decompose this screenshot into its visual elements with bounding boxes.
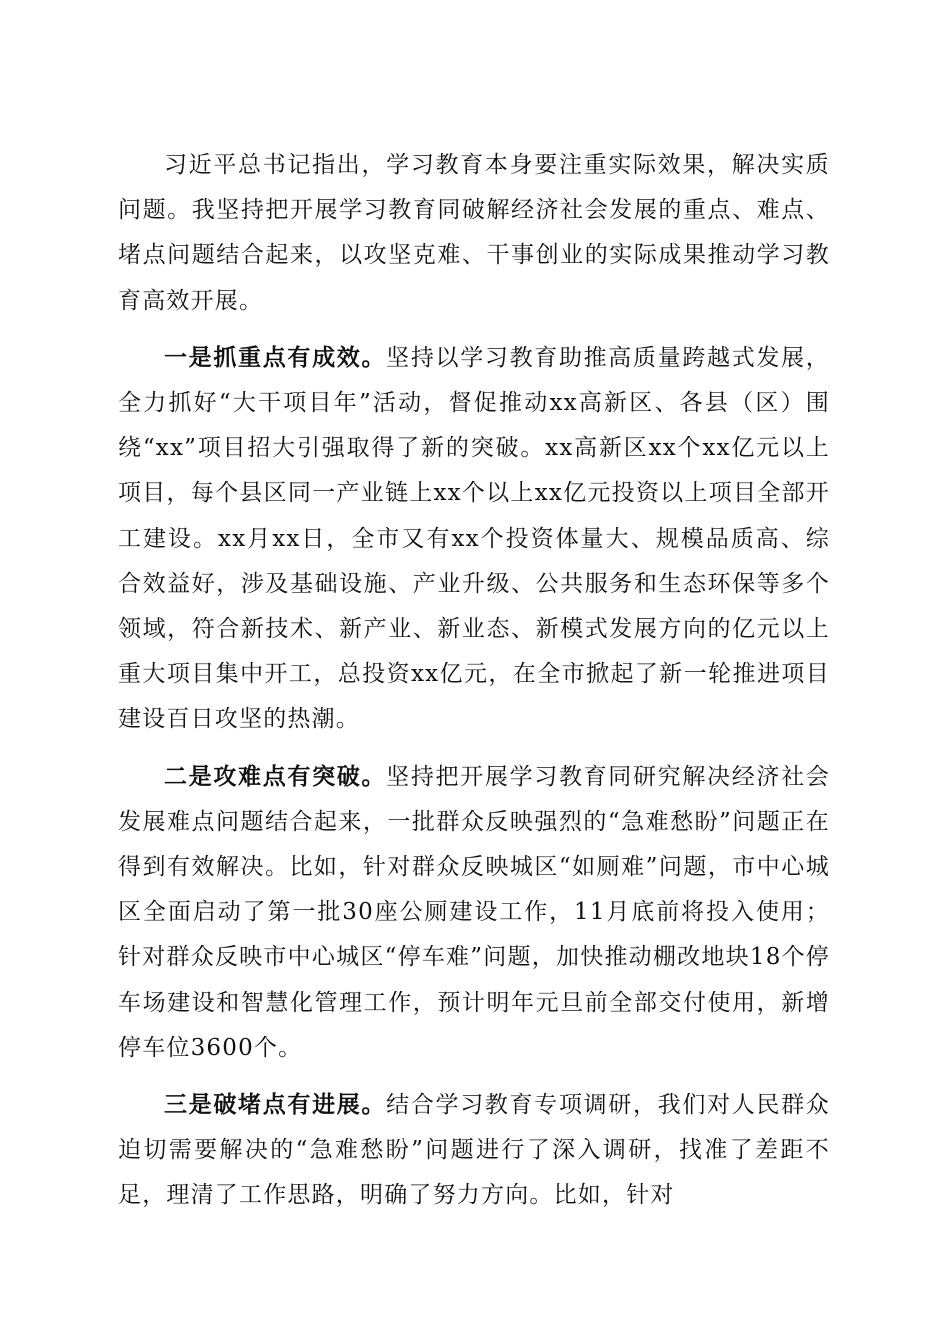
paragraph-text: 习近平总书记指出，学习教育本身要注重实际效果，解决实质问题。我坚持把开展学习教育同破解经济社会发展的重点、难点、堵点问题结合起来，以攻坚克难、干事创业的实际成果推动学习教育高效开展。: [118, 152, 830, 314]
paragraph-lead: 二是攻难点有突破。: [164, 762, 387, 790]
paragraph-lead: 三是破堵点有进展。: [164, 1091, 387, 1119]
paragraph-blocking-points: [118, 1082, 830, 1219]
body-text: [118, 142, 830, 1230]
paragraph-key-points: [118, 335, 830, 743]
paragraph-text: 坚持以学习教育助推高质量跨越式发展，全力抓好“大干项目年”活动，督促推动xx高新区、各县（区）围绕“xx”项目招大引强取得了新的突破。xx高新区xx个xx亿元以上项目，每个县区同一产业链上xx个以上xx亿元投资以上项目全部开工建设。xx月xx日，全市又有xx个投资体量大、规模品质高、综合效益好，涉及基础设施、产业升级、公共服务和生态环保等多个领域，符合新技术、新产业、新业态、新模式发展方向的亿元以上重大项目集中开工，总投资xx亿元，在全市掀起了新一轮推进项目建设百日攻坚的热潮。: [118, 344, 830, 733]
paragraph-intro: [118, 142, 830, 324]
paragraph-text: 结合学习教育专项调研，我们对人民群众迫切需要解决的“急难愁盼”问题进行了深入调研，找准了差距不足，理清了工作思路，明确了努力方向。比如，针对: [118, 1092, 830, 1209]
paragraph-difficult-points: [118, 754, 830, 1071]
paragraph-lead: 一是抓重点有成效。: [164, 343, 387, 371]
paragraph-text: 坚持把开展学习教育同研究解决经济社会发展难点问题结合起来，一批群众反映强烈的“急难愁盼”问题正在得到有效解决。比如，针对群众反映城区“如厕难”问题，市中心城区全面启动了第一批30座公厕建设工作，11月底前将投入使用；针对群众反映市中心城区“停车难”问题，加快推动棚改地块18个停车场建设和智慧化管理工作，预计明年元旦前全部交付使用，新增停车位3600个。: [118, 763, 830, 1061]
